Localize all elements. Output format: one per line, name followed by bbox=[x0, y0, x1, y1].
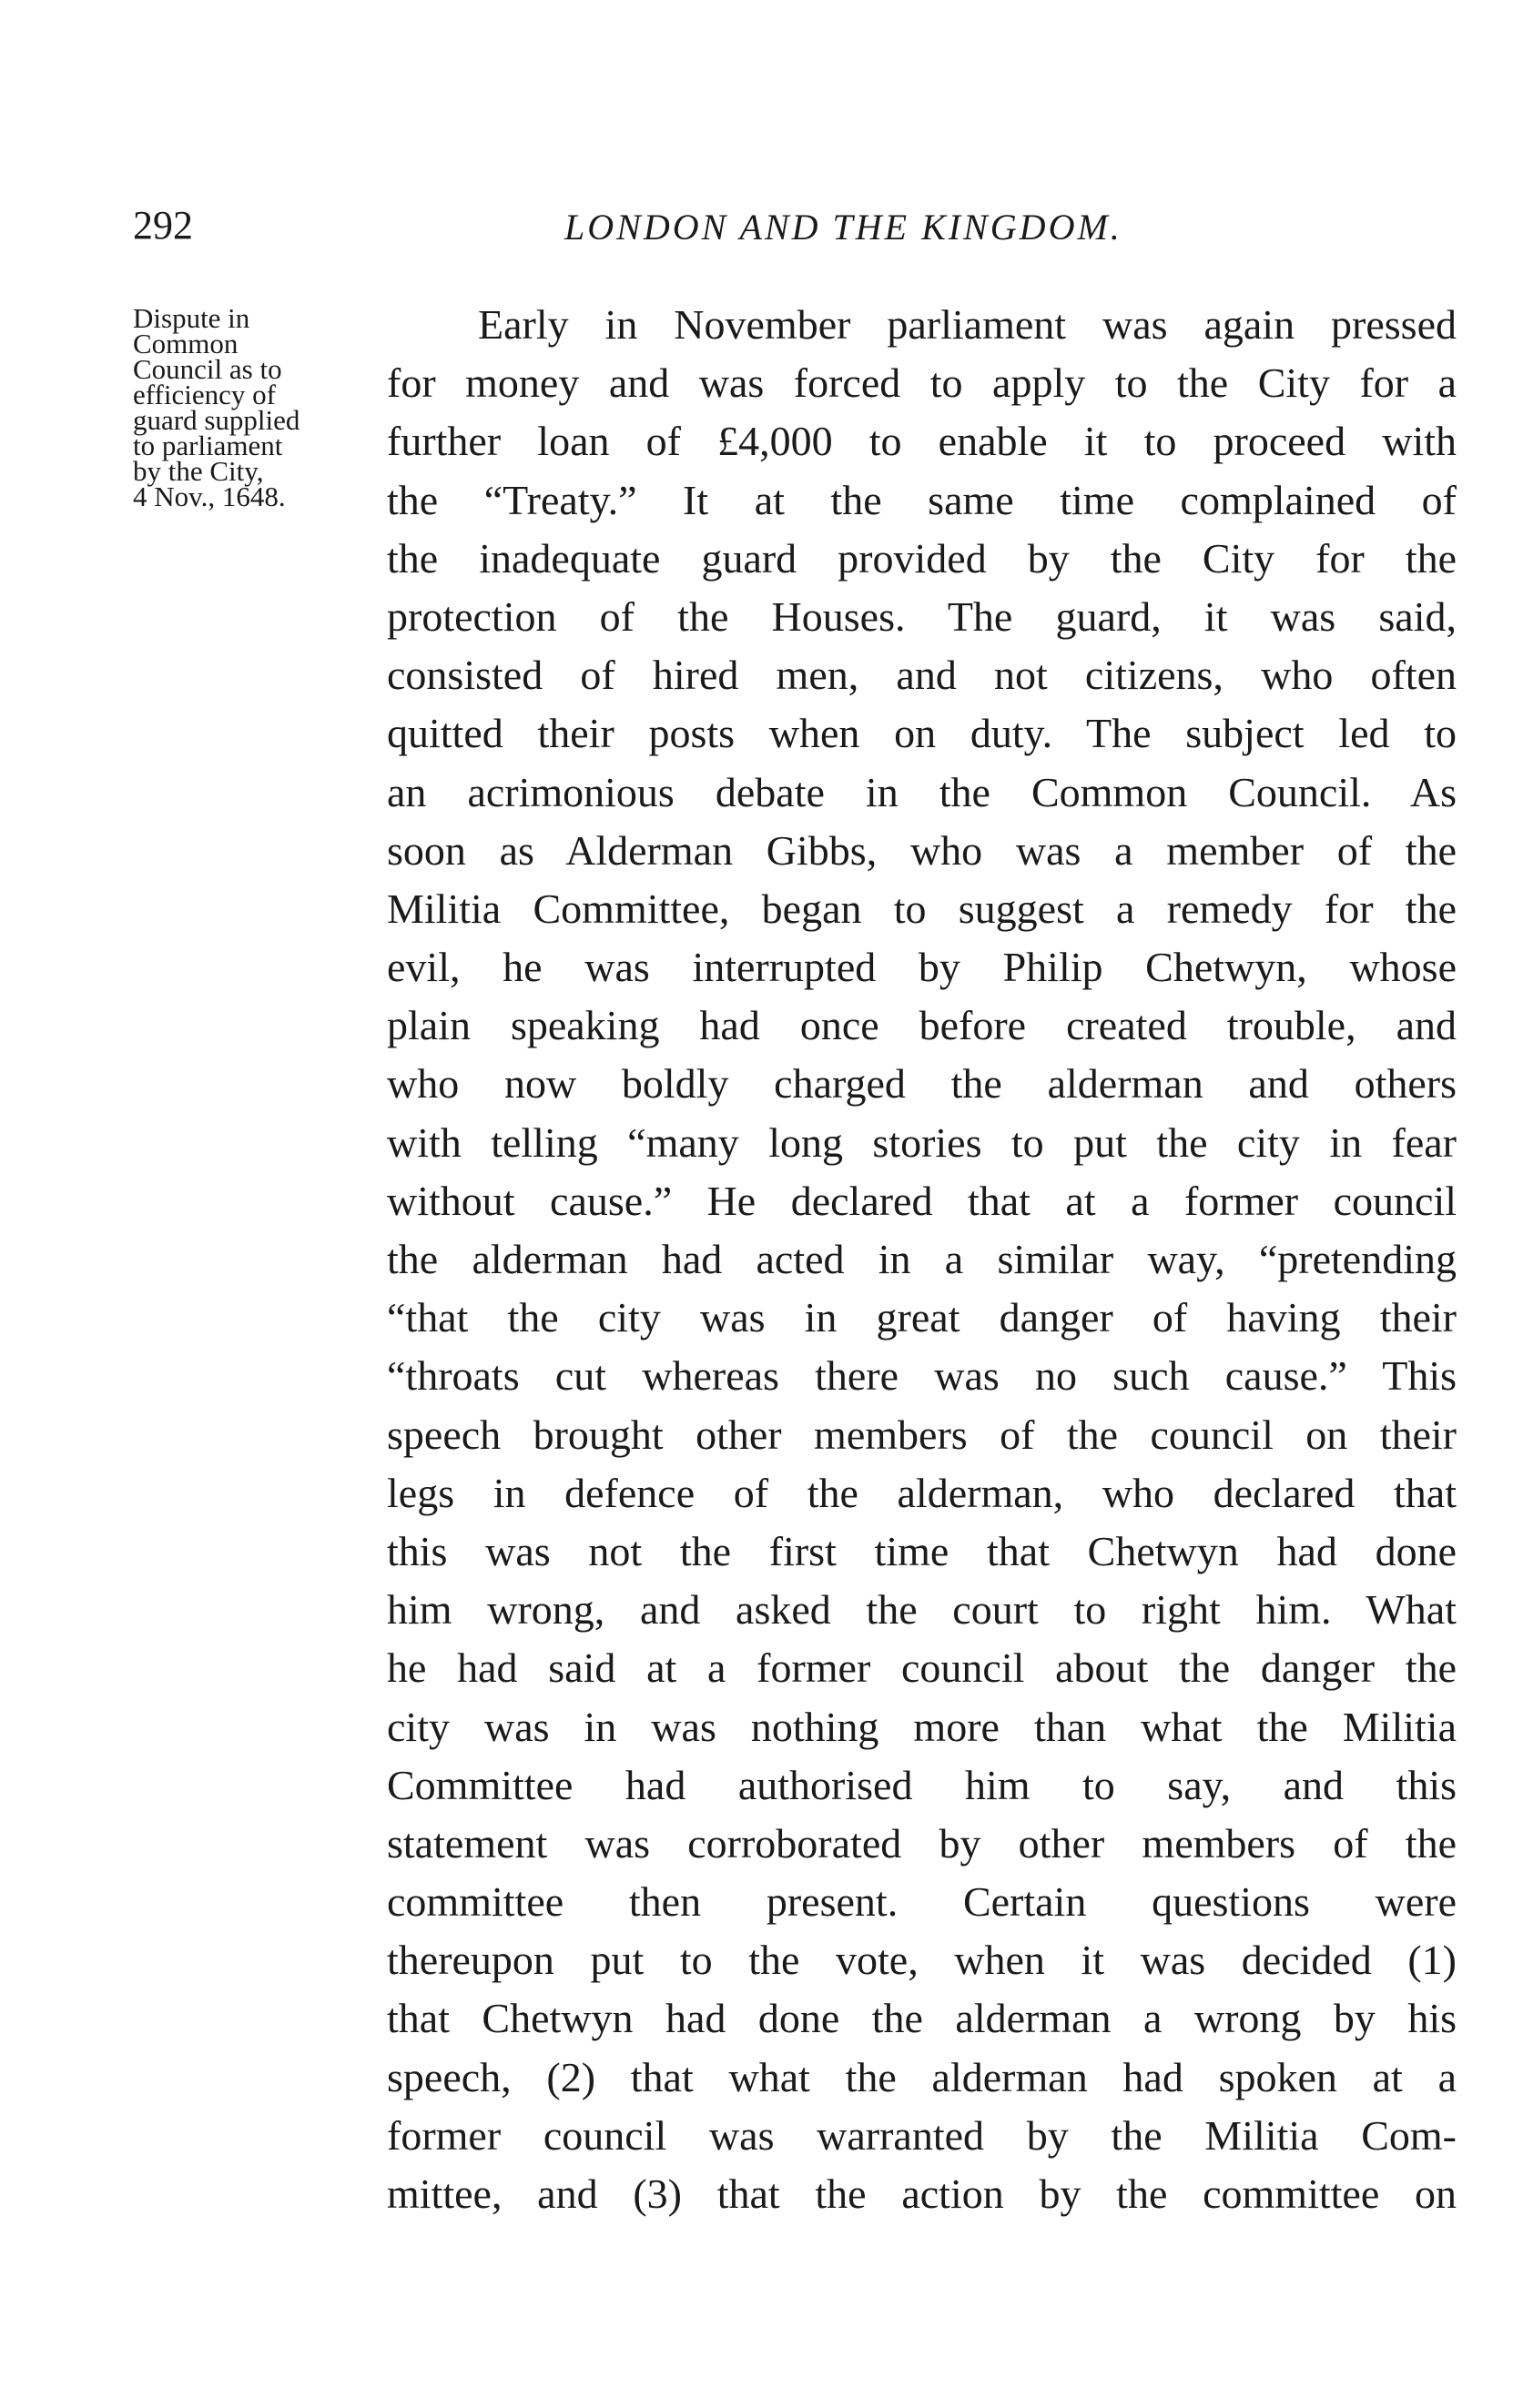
text-line: “that the city was in great danger of having their bbox=[387, 1294, 1457, 1341]
margin-note-line: efficiency of bbox=[133, 379, 276, 410]
text-line: Militia Committee, began to suggest a remedy for the bbox=[387, 885, 1457, 932]
text-line: further loan of £4,000 to enable it to proceed with bbox=[387, 418, 1457, 465]
text-line: who now boldly charged the alderman and others bbox=[387, 1060, 1457, 1108]
text-line: mittee, and (3) that the action by the committee on bbox=[387, 2170, 1457, 2217]
text-line: him wrong, and asked the court to right him. What bbox=[387, 1586, 1457, 1634]
text-line: he had said at a former council about the danger the bbox=[387, 1644, 1457, 1692]
text-line: speech, (2) that what the alderman had spoken at a bbox=[387, 2053, 1457, 2100]
margin-note-line: 4 Nov., 1648. bbox=[133, 481, 286, 512]
margin-note-line: Common bbox=[133, 328, 239, 359]
text-line: Committee had authorised him to say, and this bbox=[387, 1761, 1457, 1808]
text-line: protection of the Houses. The guard, it was said, bbox=[387, 592, 1457, 640]
text-line: “throats cut whereas there was no such cause.” This bbox=[387, 1352, 1457, 1400]
text-line: speech brought other members of the council on their bbox=[387, 1411, 1457, 1458]
text-line: the inadequate guard provided by the City for the bbox=[387, 534, 1457, 582]
text-line: an acrimonious debate in the Common Council. As bbox=[387, 768, 1457, 815]
text-line: without cause.” He declared that at a former council bbox=[387, 1177, 1457, 1224]
text-line: that Chetwyn had done the alderman a wrong by his bbox=[387, 1995, 1457, 2042]
margin-note-line: to parliament bbox=[133, 430, 283, 461]
text-line: city was in was nothing more than what the Militia bbox=[387, 1703, 1457, 1750]
page-number: 292 bbox=[133, 203, 193, 248]
text-line: quitted their posts when on duty. The subject led to bbox=[387, 710, 1457, 757]
text-line: for money and was forced to apply to the City for a bbox=[387, 359, 1457, 407]
text-line: statement was corroborated by other members of the bbox=[387, 1819, 1457, 1867]
text-line: former council was warranted by the Militia Com- bbox=[387, 2111, 1457, 2159]
text-line: legs in defence of the alderman, who declared that bbox=[387, 1469, 1457, 1516]
text-line: this was not the first time that Chetwyn had done bbox=[387, 1527, 1457, 1574]
margin-note-line: by the City, bbox=[133, 455, 264, 487]
text-line: with telling “many long stories to put the city in fear bbox=[387, 1118, 1457, 1166]
body-text bbox=[387, 296, 1457, 2223]
text-line: thereupon put to the vote, when it was decided (1) bbox=[387, 1937, 1457, 1984]
text-line: consisted of hired men, and not citizens, who often bbox=[387, 652, 1457, 699]
margin-note-line: Council as to bbox=[133, 353, 282, 385]
text-line: plain speaking had once before created trouble, and bbox=[387, 1002, 1457, 1049]
text-line: Early in November parliament was again pressed bbox=[478, 301, 1457, 348]
text-line: the “Treaty.” It at the same time complained of bbox=[387, 476, 1457, 523]
text-line: evil, he was interrupted by Philip Chetwyn, whose bbox=[387, 944, 1457, 991]
margin-note-line: Dispute in bbox=[133, 302, 250, 334]
text-line: soon as Alderman Gibbs, who was a member of the bbox=[387, 826, 1457, 874]
text-line: committee then present. Certain questions were bbox=[387, 1878, 1457, 1926]
margin-note bbox=[133, 302, 370, 512]
margin-note-line: guard supplied bbox=[133, 404, 300, 436]
running-head: LONDON AND THE KINGDOM. bbox=[564, 207, 1122, 248]
text-line: the alderman had acted in a similar way, “pretending bbox=[387, 1236, 1457, 1282]
